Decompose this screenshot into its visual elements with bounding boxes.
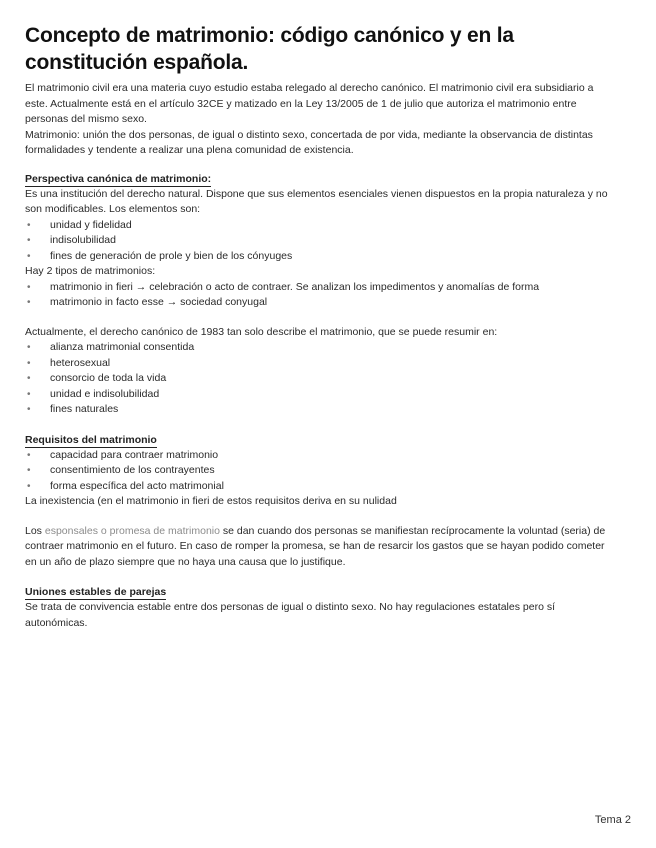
intro-paragraph-2: Matrimonio: unión the dos personas, de igual o distinto sexo, concertada de por vida, mediante la observancia de distintas formalidades y tendente a realizar una plena comunidad de existencia. [25, 128, 593, 156]
section-title-perspectiva: Perspectiva canónica de matrimonio: [25, 172, 212, 185]
tipos-list [25, 280, 615, 311]
section-title-requisitos: Requisitos del matrimonio [25, 433, 157, 446]
list-item: • matrimonio in fieri → celebración o acto de contraer. Se analizan los impedimentos y anomalías de forma [25, 280, 615, 296]
document-page [25, 22, 615, 631]
uniones-text: Se trata de convivencia estable entre dos personas de igual o distinto sexo. No hay regulaciones estatales pero sí autonómicas. [25, 601, 555, 629]
list-item: • indisolubilidad [25, 233, 615, 249]
actual-text: Actualmente, el derecho canónico de 1983 tan solo describe el matrimonio, que se puede resumir en: [25, 325, 498, 338]
bullet-icon: • [27, 219, 31, 231]
list-item: • capacidad para contraer matrimonio [25, 448, 615, 464]
page-footer: Tema 2 [594, 814, 631, 826]
tipos-intro: Hay 2 tipos de matrimonios: [25, 265, 156, 277]
list-item: • alianza matrimonial consentida [25, 340, 615, 356]
bullet-icon: • [27, 235, 31, 246]
bullet-icon: • [27, 250, 31, 262]
elementos-list [25, 218, 615, 265]
bullet-icon: • [27, 404, 31, 415]
bullet-icon: • [27, 373, 31, 384]
list-item: • unidad e indisolubilidad [25, 387, 615, 403]
list-item: • consorcio de toda la vida [25, 371, 615, 387]
list-item: • consentimiento de los contrayentes [25, 463, 615, 479]
bullet-icon: • [27, 465, 31, 476]
list-item: • matrimonio in facto esse → sociedad conyugal [25, 295, 615, 311]
esponsales-paragraph: Los esponsales o promesa de matrimonio se dan cuando dos personas se manifiestan recíprocamente la voluntad (seria) de contraer matrimonio en el futuro. En caso de romper la promesa, se han de resarcir los gastos que se hayan podido cometer en un año de plazo siempre que no haya una causa que lo justifique. [25, 524, 606, 568]
page-title: Concepto de matrimonio: código canónico y en la constitución española. [25, 24, 514, 74]
actual-list [25, 340, 615, 418]
bullet-icon: • [27, 297, 31, 308]
list-item: • fines naturales [25, 402, 615, 418]
perspectiva-text: Es una institución del derecho natural. Dispone que sus elementos esenciales vienen dispuestos en la propia naturaleza y no son modificables. Los elementos son: [25, 187, 608, 215]
list-item: • fines de generación de prole y bien de los cónyuges [25, 249, 615, 265]
list-item: • forma específica del acto matrimonial [25, 479, 615, 495]
bullet-icon: • [27, 480, 31, 492]
bullet-icon: • [27, 357, 31, 369]
esponsales-highlight: esponsales o promesa de matrimonio [44, 524, 220, 537]
bullet-icon: • [27, 449, 31, 461]
list-item: • unidad y fidelidad [25, 218, 615, 234]
requisitos-list [25, 448, 615, 495]
requisitos-note: La inexistencia (en el matrimonio in fieri de estos requisitos deriva en su nulidad [25, 495, 397, 507]
list-item: • heterosexual [25, 356, 615, 372]
intro-paragraph-1: El matrimonio civil era una materia cuyo estudio estaba relegado al derecho canónico. El matrimonio civil era subsidiario a este. Actualmente está en el artículo 32CE y matizado en la Ley 13/2005 de 1 de julio que autoriza el matrimonio entre personas del mismo sexo. [25, 82, 594, 125]
bullet-icon: • [27, 388, 31, 400]
section-title-uniones: Uniones estables de parejas [25, 586, 167, 598]
bullet-icon: • [27, 342, 31, 353]
bullet-icon: • [27, 281, 31, 293]
